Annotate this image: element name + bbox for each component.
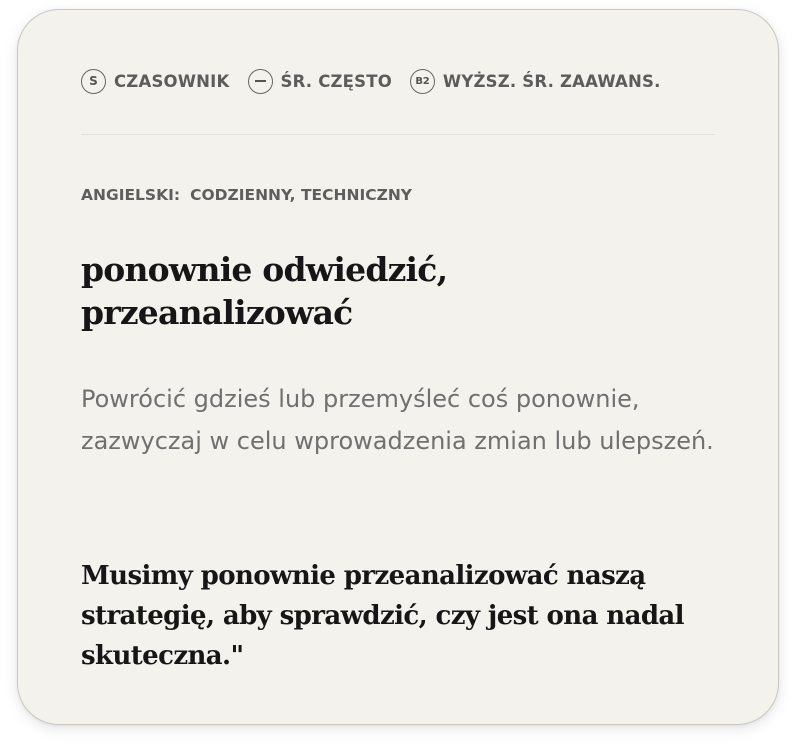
tag-level [410, 69, 661, 94]
headword: ponownie odwiedzić, przeanalizować [81, 250, 448, 332]
register-labels: CODZIENNY, TECHNICZNY [190, 186, 413, 204]
tag-label: WYŻSZ. ŚR. ZAAWANS. [442, 71, 661, 91]
tag-label: ŚR. CZĘSTO [280, 71, 392, 91]
language-register-line [81, 186, 412, 204]
s-letter-icon: S [81, 69, 106, 94]
definition-text: Powrócić gdzieś lub przemyśleć coś ponownie, zazwyczaj w celu wprowadzenia zmian lub ulepszeń. [81, 385, 714, 455]
language-label: ANGIELSKI: [81, 186, 181, 204]
tag-label: CZASOWNIK [114, 71, 230, 91]
dictionary-card [17, 9, 779, 725]
b2-level-icon: B2 [410, 69, 435, 94]
tag-frequency [248, 69, 392, 94]
minus-circle-icon [248, 69, 273, 94]
example-sentence: Musimy ponownie przeanalizować naszą strategię, aby sprawdzić, czy jest ona nadal skuteczna." [81, 561, 684, 671]
divider [81, 134, 715, 135]
tag-part-of-speech [81, 69, 230, 94]
word-tags [81, 67, 661, 95]
